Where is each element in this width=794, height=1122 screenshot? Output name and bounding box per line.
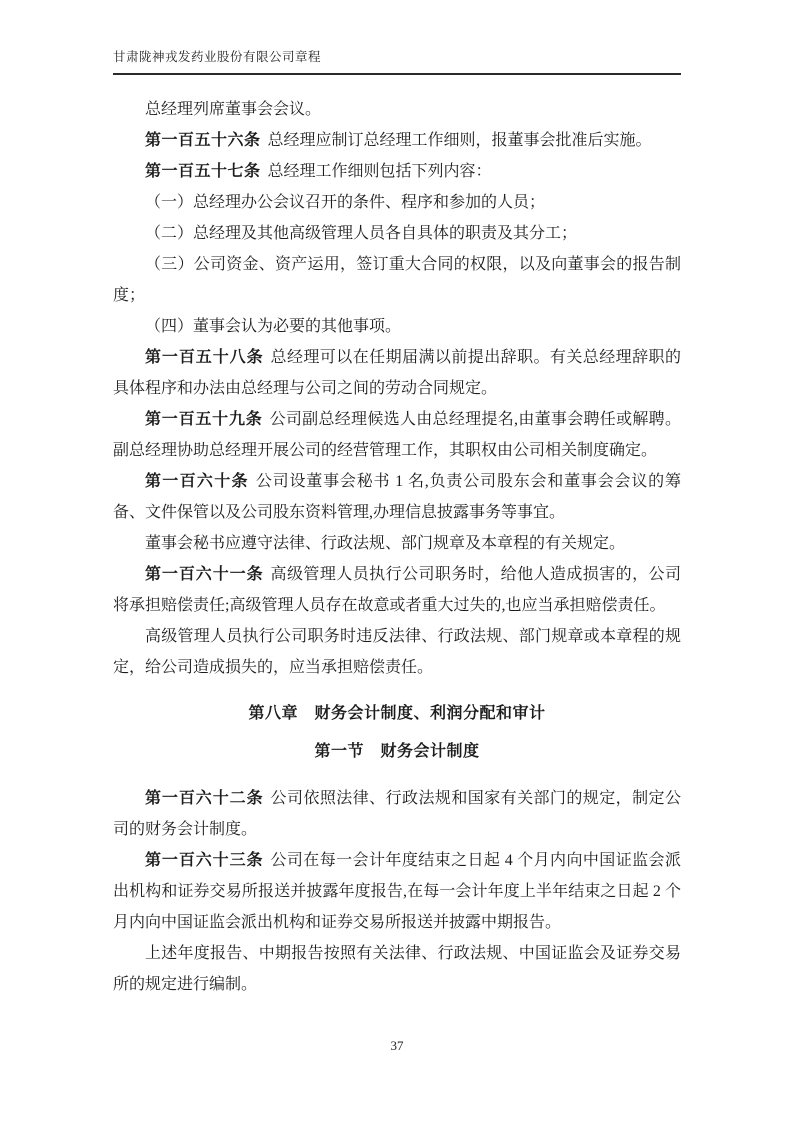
article-161-text: 高级管理人员执行公司职务时，给他人造成损害的，公司将承担赔偿责任;高级管理人员存在故意或者重大过失的,也应当承担赔偿责任。 [113, 566, 681, 614]
article-158-number: 第一百五十八条 [145, 349, 264, 366]
chapter-heading: 第八章 财务会计制度、利润分配和审计 [248, 705, 546, 722]
article-158 [113, 342, 681, 404]
page-header [113, 50, 681, 75]
list-item-2: （二）总经理及其他高级管理人员各自具体的职责及其分工； [145, 225, 578, 242]
article-163-text: 公司在每一会计年度结束之日起 4 个月内向中国证监会派出机构和证券交易所报送并披露年度报告,在每一会计年度上半年结束之日起 2 个月内向中国证监会派出机构和证券交易所报送并披露中期报告。 [113, 852, 681, 931]
section-heading: 第一节 财务会计制度 [314, 743, 480, 760]
article-162-text: 公司依照法律、行政法规和国家有关部门的规定，制定公司的财务会计制度。 [113, 790, 681, 838]
paragraph-reports: 上述年度报告、中期报告按照有关法律、行政法规、中国证监会及证券交易所的规定进行编制。 [113, 945, 681, 993]
article-156-number: 第一百五十六条 [145, 132, 261, 149]
header-title: 甘肃陇神戎发药业股份有限公司章程 [113, 50, 322, 64]
article-157-text: 总经理工作细则包括下列内容： [267, 163, 492, 180]
article-159-number: 第一百五十九条 [145, 411, 263, 428]
paragraph-secretary: 董事会秘书应遵守法律、行政法规、部门规章及本章程的有关规定。 [145, 535, 626, 552]
article-156-text: 总经理应制订总经理工作细则，报董事会批准后实施。 [267, 132, 652, 149]
article-160-number: 第一百六十条 [145, 473, 249, 490]
document-body [113, 94, 681, 1000]
list-item-1: （一）总经理办公会议召开的条件、程序和参加的人员； [145, 194, 546, 211]
article-157-number: 第一百五十七条 [145, 163, 261, 180]
article-156 [113, 125, 681, 156]
article-159-text: 公司副总经理候选人由总经理提名,由董事会聘任或解聘。副总经理协助总经理开展公司的经营管理工作，其职权由公司相关制度确定。 [113, 411, 681, 459]
article-161-number: 第一百六十一条 [145, 566, 264, 583]
article-161 [113, 559, 681, 621]
article-160-text: 公司设董事会秘书 1 名,负责公司股东会和董事会会议的筹备、文件保管以及公司股东资料管理,办理信息披露事务等事宜。 [113, 473, 681, 521]
article-159 [113, 404, 681, 466]
article-160 [113, 466, 681, 528]
page-number: 37 [390, 1038, 404, 1053]
list-item-4: （四）董事会认为必要的其他事项。 [145, 318, 402, 335]
article-162 [113, 783, 681, 845]
article-163 [113, 845, 681, 938]
paragraph-liability: 高级管理人员执行公司职务时违反法律、行政法规、部门规章或本章程的规定，给公司造成损失的，应当承担赔偿责任。 [113, 628, 681, 676]
article-162-number: 第一百六十二条 [145, 790, 264, 807]
paragraph-intro: 总经理列席董事会会议。 [145, 101, 322, 118]
article-157 [113, 156, 681, 187]
article-163-number: 第一百六十三条 [145, 852, 264, 869]
article-158-text: 总经理可以在任期届满以前提出辞职。有关总经理辞职的具体程序和办法由总经理与公司之间的劳动合同规定。 [113, 349, 681, 397]
page-footer [0, 1037, 794, 1055]
list-item-3: （三）公司资金、资产运用，签订重大合同的权限，以及向董事会的报告制度； [113, 256, 681, 304]
